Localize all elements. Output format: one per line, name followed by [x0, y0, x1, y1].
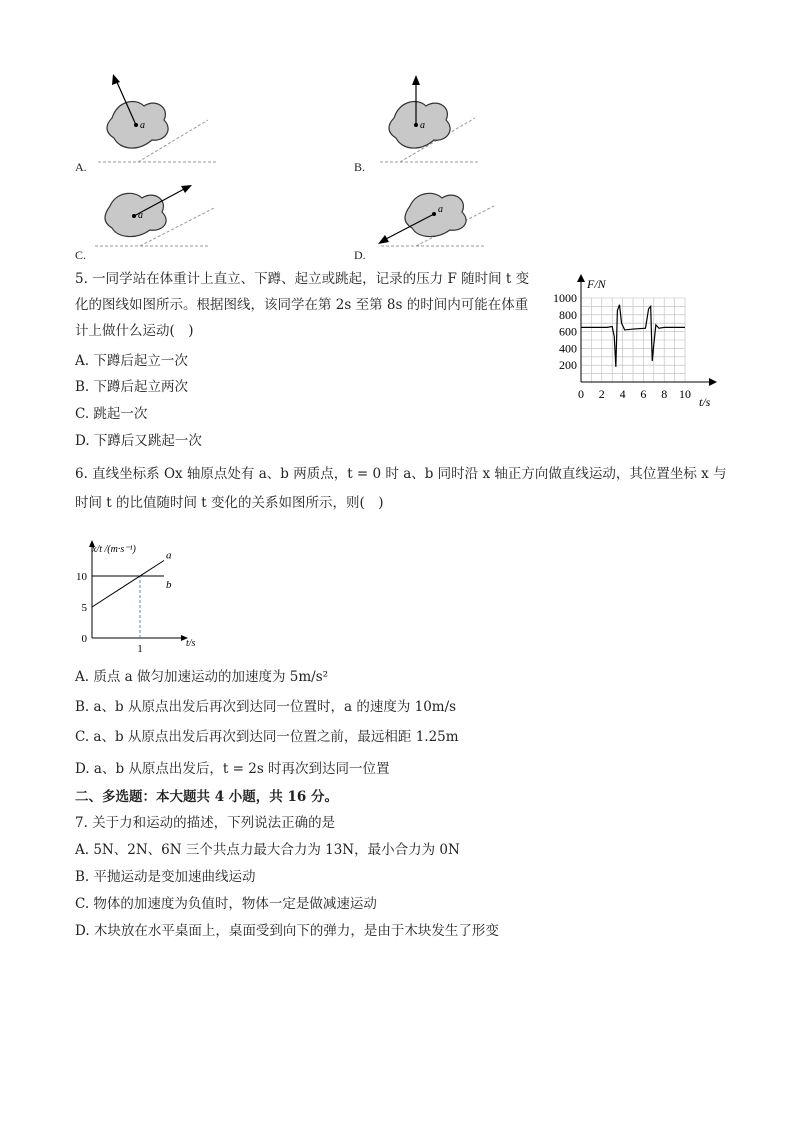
- q6-option-c[interactable]: C. a、b 从原点出发后再次到达同一位置之前，最远相距 1.25m: [75, 729, 459, 745]
- force-chart-grid: [581, 298, 685, 382]
- q5-stem-line-3: 计上做什么运动( ): [75, 323, 194, 339]
- q7-option-a[interactable]: A. 5N、2N、6N 三个共点力最大合力为 13N，最小合力为 0N: [75, 842, 460, 858]
- q4-option-b[interactable]: B.: [354, 160, 366, 174]
- q6-option-a[interactable]: A. 质点 a 做匀加速运动的加速度为 5m/s²: [75, 669, 329, 685]
- q5-option-a[interactable]: A. 下蹲后起立一次: [75, 353, 188, 369]
- q7-option-b[interactable]: B. 平抛运动是变加速曲线运动: [75, 869, 256, 885]
- q4-figure-b: [370, 70, 510, 175]
- x-tick-label: 10: [679, 387, 691, 401]
- q7-stem: 7. 关于力和运动的描述，下列说法正确的是: [75, 815, 336, 831]
- q4-option-a[interactable]: A.: [75, 160, 87, 174]
- q4-figure-c: [90, 178, 220, 258]
- force-chart-x-arrow: [709, 378, 717, 386]
- q4a-point-label: a: [140, 120, 145, 131]
- x-tick-label: 4: [619, 387, 626, 401]
- q4-option-d[interactable]: D.: [354, 248, 366, 262]
- q4-option-c[interactable]: C.: [75, 248, 87, 262]
- x-tick-label: 2: [598, 387, 605, 401]
- q7-option-d[interactable]: D. 木块放在水平桌面上，桌面受到向下的弹力，是由于木块发生了形变: [75, 923, 499, 939]
- y-tick-label: 0: [81, 633, 87, 645]
- xt-chart-xlabel: t/s: [186, 638, 196, 649]
- y-tick-label: 400: [559, 341, 577, 356]
- y-tick-label: 800: [559, 307, 577, 322]
- y-tick-label: 5: [81, 602, 87, 614]
- q5-option-c[interactable]: C. 跳起一次: [75, 406, 148, 422]
- force-chart-xlabel: t/s: [699, 395, 711, 409]
- y-tick-label: 1000: [553, 291, 577, 305]
- q6-stem-line-2: 时间 t 的比值随时间 t 变化的关系如图所示，则( ): [75, 495, 384, 511]
- force-chart-ylabel: F/N: [587, 277, 606, 291]
- q6-option-b[interactable]: B. a、b 从原点出发后再次到达同一位置时，a 的速度为 10m/s: [75, 699, 457, 715]
- x-tick-label: 1: [137, 643, 143, 652]
- y-tick-label: 200: [559, 358, 577, 373]
- series-label-a: a: [166, 549, 172, 562]
- xt-chart-ylabel: x/t /(m·s⁻¹): [92, 544, 136, 555]
- series-line-a: [92, 561, 164, 608]
- force-chart-y-arrow: [577, 274, 585, 282]
- q4c-point-label: a: [138, 210, 143, 221]
- x-over-t-chart: [72, 532, 212, 652]
- q7-option-c[interactable]: C. 物体的加速度为负值时，物体一定是做减速运动: [75, 896, 377, 912]
- q6-stem-line-1: 6. 直线坐标系 Ox 轴原点处有 a、b 两质点，t = 0 时 a、b 同时沿 x 轴正方向做直线运动，其位置坐标 x 与: [75, 466, 727, 482]
- x-tick-label: 0: [578, 387, 584, 401]
- y-tick-label: 10: [76, 571, 87, 583]
- force-time-chart: [545, 270, 725, 415]
- q5-stem-line-1: 5. 一同学站在体重计上直立、下蹲、起立或跳起，记录的压力 F 随时间 t 变: [75, 271, 530, 287]
- q4b-point-label: a: [420, 120, 425, 131]
- section-2-title: 二、多选题：本大题共 4 小题，共 16 分。: [75, 789, 338, 805]
- q4-figure-a: [78, 70, 218, 175]
- q5-stem-line-2: 化的图线如图所示。根据图线，该同学在第 2s 至第 8s 的时间内可能在体重: [75, 297, 529, 313]
- q6-option-d[interactable]: D. a、b 从原点出发后，t = 2s 时再次到达同一位置: [75, 761, 390, 777]
- series-label-b: b: [166, 579, 172, 591]
- x-tick-label: 8: [661, 387, 668, 401]
- q4-figure-d: [376, 178, 506, 258]
- q4d-point-label: a: [438, 204, 443, 215]
- q5-option-b[interactable]: B. 下蹲后起立两次: [75, 379, 189, 395]
- y-tick-label: 600: [559, 324, 577, 339]
- q5-option-d[interactable]: D. 下蹲后又跳起一次: [75, 433, 202, 449]
- x-tick-label: 6: [640, 387, 647, 401]
